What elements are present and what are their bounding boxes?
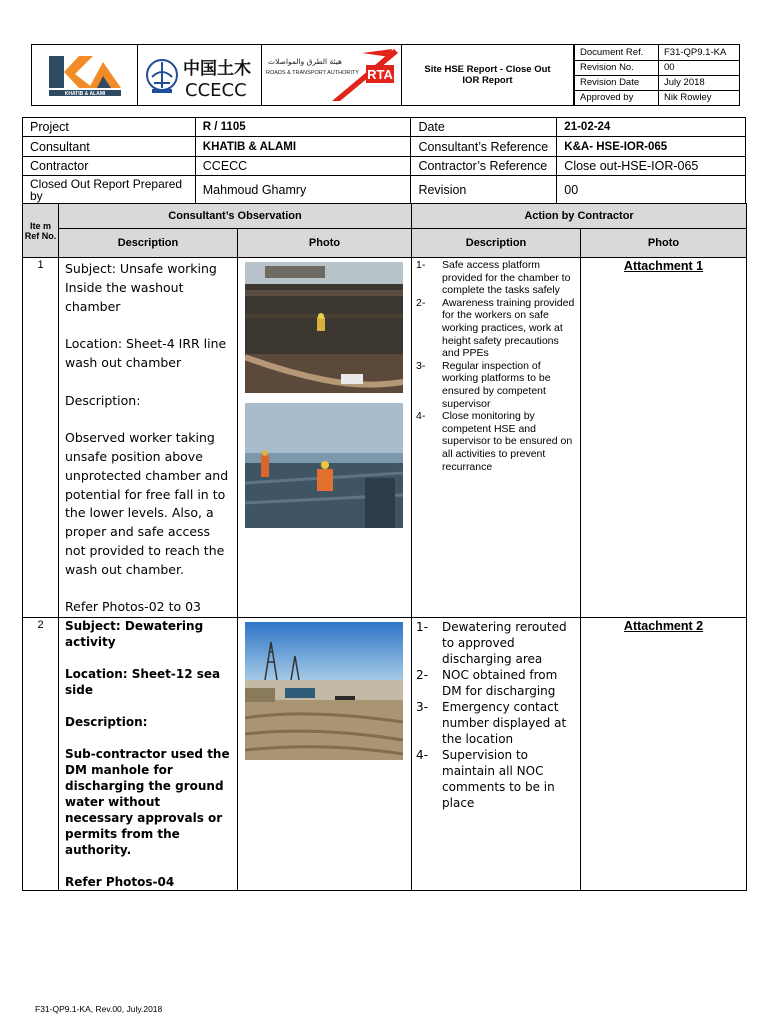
svg-text:RTA: RTA xyxy=(367,67,393,82)
contractor-label: Contractor xyxy=(23,157,196,176)
consultant-value: KHATIB & ALAMI xyxy=(195,137,411,157)
observation-refer: Refer Photos-02 to 03 xyxy=(65,599,202,615)
contractor-ref-value: Close out-HSE-IOR-065 xyxy=(557,157,746,176)
contractor-actions xyxy=(412,258,581,618)
attachment-link[interactable]: Attachment 2 xyxy=(581,618,747,891)
consultant-observation-header: Consultant’s Observation xyxy=(59,204,412,229)
contractor-actions xyxy=(412,618,581,891)
attachment-link[interactable]: Attachment 1 xyxy=(581,258,747,618)
action-item: 2- NOC obtained from DM for discharging xyxy=(416,668,558,699)
revision-date-value: July 2018 xyxy=(659,75,740,90)
observation-photos xyxy=(238,618,412,891)
revision-no-value: 00 xyxy=(659,60,740,75)
action-item: 3- Regular inspection of working platforms to be ensured by competent supervisor xyxy=(416,359,551,410)
document-header xyxy=(31,44,740,106)
date-label: Date xyxy=(411,118,557,137)
revision-label: Revision xyxy=(411,176,557,204)
observation-description-label: Description: xyxy=(65,715,148,730)
consultant-ref-value: K&A- HSE-IOR-065 xyxy=(557,137,746,157)
action-photo-header: Photo xyxy=(581,229,747,258)
observation-subject: Subject: Unsafe working Inside the washout chamber xyxy=(65,261,217,314)
item-number: 1 xyxy=(23,258,59,618)
consultant-label: Consultant xyxy=(23,137,196,157)
prepared-by-value: Mahmoud Ghamry xyxy=(195,176,411,204)
table-row xyxy=(23,618,747,891)
observation-text: Observed worker taking unsafe position above unprotected chamber and potential for free fall in to the lower levels. Also, a proper and safe access not provided to reach the wash out chamber. xyxy=(65,430,229,577)
action-item: 4- Close monitoring by competent HSE and supervisor to be ensured on all activities to prevent recurrance xyxy=(416,410,573,473)
action-item: 2- Awareness training provided for the workers on safe working practices, work at height safety precautions and PPEs xyxy=(416,296,575,360)
prepared-by-label: Closed Out Report Prepared by xyxy=(23,176,196,204)
action-description-header: Description xyxy=(412,229,581,258)
doc-ref-value: F31-QP9.1-KA xyxy=(659,45,740,60)
observation-table xyxy=(22,203,747,891)
revision-value: 00 xyxy=(557,176,746,204)
revision-date-label: Revision Date xyxy=(575,75,659,90)
observation-location: Location: Sheet-4 IRR line wash out chamber xyxy=(65,336,227,370)
photo-header: Photo xyxy=(238,229,412,258)
observation-description xyxy=(59,258,238,618)
action-by-contractor-header: Action by Contractor xyxy=(412,204,747,229)
report-title: Site HSE Report - Close Out IOR Report xyxy=(402,45,574,105)
svg-text:هيئة الطرق والمواصلات: هيئة الطرق والمواصلات xyxy=(268,57,342,66)
date-value: 21-02-24 xyxy=(557,118,746,137)
observation-refer: Refer Photos-04 xyxy=(65,875,175,890)
contractor-ref-label: Contractor’s Reference xyxy=(411,157,557,176)
action-item: 4- Supervision to maintain all NOC comments to be in place xyxy=(416,748,555,811)
site-photo-chamber xyxy=(245,262,403,393)
svg-text:中国土木: 中国土木 xyxy=(183,59,251,79)
description-header: Description xyxy=(59,229,238,258)
observation-subject: Subject: Dewatering activity xyxy=(65,619,204,650)
rta-logo xyxy=(262,45,402,105)
project-label: Project xyxy=(23,118,196,137)
site-photo-workers xyxy=(245,403,403,528)
item-number: 2 xyxy=(23,618,59,891)
project-value: R / 1105 xyxy=(195,118,411,137)
contractor-value: CCECC xyxy=(195,157,411,176)
table-row xyxy=(23,258,747,618)
site-photo-dewatering xyxy=(245,622,403,760)
page-footer: F31-QP9.1-KA, Rev.00, July.2018 xyxy=(35,1004,163,1014)
ccecc-logo xyxy=(138,45,262,105)
svg-text:ROADS & TRANSPORT AUTHORITY: ROADS & TRANSPORT AUTHORITY xyxy=(266,70,359,76)
approved-by-value: Nik Rowley xyxy=(659,90,740,105)
consultant-ref-label: Consultant’s Reference xyxy=(411,137,557,157)
observation-location: Location: Sheet-12 sea side xyxy=(65,667,221,698)
approved-by-label: Approved by xyxy=(575,90,659,105)
project-info-table xyxy=(22,117,746,204)
observation-description-label: Description: xyxy=(65,392,141,408)
khatib-alami-logo xyxy=(32,45,138,105)
svg-text:CCECC: CCECC xyxy=(185,80,247,101)
revision-no-label: Revision No. xyxy=(575,60,659,75)
observation-description xyxy=(59,618,238,891)
doc-ref-label: Document Ref. xyxy=(575,45,659,60)
observation-photos xyxy=(238,258,412,618)
action-item: 1- Safe access platform provided for the chamber to complete the tasks safely xyxy=(416,259,571,297)
document-meta xyxy=(574,45,739,105)
observation-text: Sub-contractor used the DM manhole for discharging the ground water without necessary approvals or permits from the authority. xyxy=(65,747,230,858)
svg-text:KHATIB & ALAMI: KHATIB & ALAMI xyxy=(64,91,105,97)
action-item: 3- Emergency contact number displayed at the location xyxy=(416,700,567,747)
action-item: 1- Dewatering rerouted to approved discharging area xyxy=(416,620,567,667)
item-ref-header: Ite m Ref No. xyxy=(23,204,59,258)
